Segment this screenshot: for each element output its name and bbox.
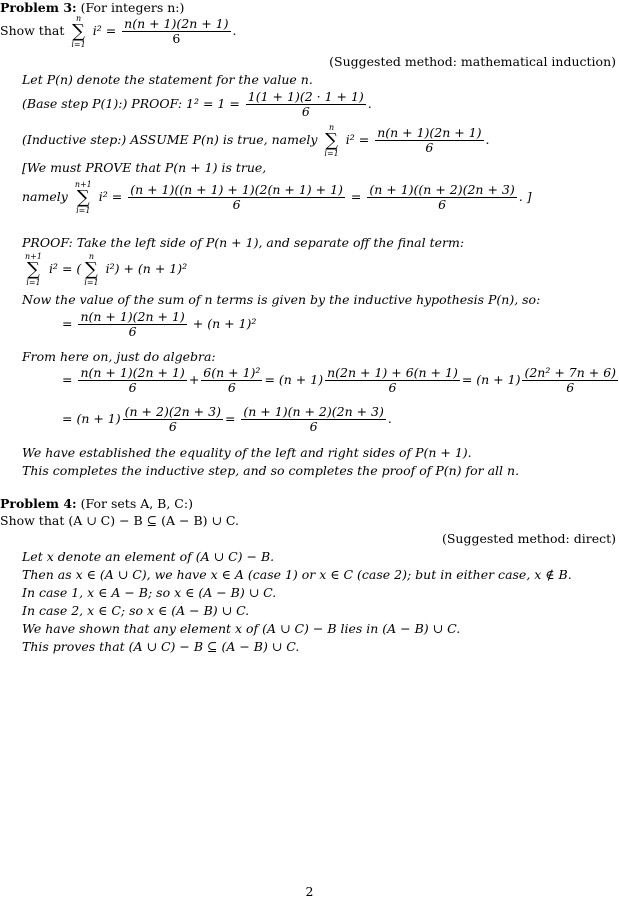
problem-3-note: (For integers n:) <box>80 0 185 15</box>
p4-line-4: In case 2, x ∈ C; so x ∈ (A − B) ∪ C. <box>22 603 250 618</box>
p3-value-line: Now the value of the sum of n terms is given by the inductive hypothesis P(n), so: <box>22 292 541 307</box>
target-fraction-1: $\frac{(n + 1)((n + 1) + 1)(2(n + 1) + 1)}{6}$ <box>130 182 343 212</box>
problem-4-heading <box>0 496 193 511</box>
sum-symbol: n+1 ∑ i=1 <box>25 252 42 287</box>
problem-3-statement: Show that n ∑ i=1 i² = $\frac{n(n + 1)(2n + 1)}{6}$ . <box>0 14 237 49</box>
summand: i² <box>92 23 102 38</box>
problem-3-heading <box>0 0 184 15</box>
p3-proof-line: PROOF: Take the left side of P(n + 1), and separate off the final term: <box>22 235 465 250</box>
p4-line-5: We have shown that any element x of (A ∪ C) − B lies in (A − B) ∪ C. <box>22 621 461 636</box>
eq1-fraction: $\frac{n(n + 1)(2n + 1)}{6}$ <box>80 309 185 339</box>
problem-4-statement: Show that (A ∪ C) − B ⊆ (A − B) ∪ C. <box>0 513 240 528</box>
sum-symbol: n+1 ∑ i=1 <box>74 180 92 215</box>
problem-4-note: (For sets A, B, C:) <box>80 496 193 511</box>
p3-established-line: We have established the equality of the left and right sides of P(n + 1). <box>22 445 472 460</box>
p4-line-2: Then as x ∈ (A ∪ C), we have x ∈ A (case 1) or x ∈ C (case 2); but in either case, x ∉ B. <box>22 567 572 582</box>
p3-inductive-step: (Inductive step:) ASSUME P(n) is true, namely n ∑ i=1 i² = $\frac{n(n + 1)(2n + 1)}{6}$ . <box>22 123 490 158</box>
p3-base-step: (Base step P(1):) PROOF: 1² = 1 = $\frac{1(1 + 1)(2 \cdot 1 + 1)}{6}$ . <box>22 89 372 119</box>
problem-4-title: Problem 4: <box>0 496 77 511</box>
sum-symbol: n ∑ i=1 <box>324 123 339 158</box>
p3-separate-line: n+1 ∑ i=1 i² = ( n ∑ i=1 i²) + (n + 1)² <box>25 252 188 287</box>
p4-line-1: Let x denote an element of (A ∪ C) − B. <box>22 549 275 564</box>
p3-namely-line: namely n+1 ∑ i=1 i² = $\frac{(n + 1)((n + 1) + 1)(2(n + 1) + 1)}{6}$ = $\frac{(n + 1)((n + 2)(2n + 3)}{6}$ . ] <box>22 180 532 215</box>
p3-algebra-eq-2: = (n + 1) $\frac{(n + 2)(2n + 3)}{6}$ = $\frac{(n + 1)(n + 2)(2n + 3)}{6}$ . <box>62 404 392 434</box>
p3-eq-hypothesis: = $\frac{n(n + 1)(2n + 1)}{6}$ + (n + 1)² <box>62 309 257 339</box>
problem-3-title: Problem 3: <box>0 0 77 15</box>
target-fraction-2: $\frac{(n + 1)((n + 2)(2n + 3)}{6}$ <box>369 182 515 212</box>
p4-line-6: This proves that (A ∪ C) − B ⊆ (A − B) ∪ C. <box>22 639 300 654</box>
p3-line-let: Let P(n) denote the statement for the value n. <box>22 72 313 87</box>
p3-algebra-eq-1: = $\frac{n(n + 1)(2n + 1)}{6}$ + $\frac{\text{6(n + 1)²}}{6}$ = (n + 1) $\frac{n(2n + 1) + 6(n + 1)}{6}$ = (n + 1) $\frac{\text{(2n² + 7n + 6)}}{6}$ <box>62 365 617 395</box>
p3-must-prove: [We must PROVE that P(n + 1) is true, <box>22 160 267 175</box>
base-fraction: $\frac{1(1 + 1)(2 \cdot 1 + 1)}{6}$ <box>247 89 364 119</box>
hypothesis-fraction: $\frac{n(n + 1)(2n + 1)}{6}$ <box>377 125 482 155</box>
page-number: 2 <box>305 884 314 899</box>
show-that: Show that <box>0 23 65 38</box>
p3-completes-line: This completes the inductive step, and so completes the proof of P(n) for all n. <box>22 463 520 478</box>
p4-line-3: In case 1, x ∈ A − B; so x ∈ (A − B) ∪ C. <box>22 585 277 600</box>
p3-algebra-line: From here on, just do algebra: <box>22 349 216 364</box>
sum-symbol: n ∑ i=1 <box>71 14 86 49</box>
statement-fraction: $\frac{n(n + 1)(2n + 1)}{6}$ <box>124 16 229 46</box>
problem-4-method: (Suggested method: direct) <box>441 531 616 546</box>
problem-3-method: (Suggested method: mathematical induction) <box>329 54 616 69</box>
sum-symbol: n ∑ i=1 <box>84 252 99 287</box>
